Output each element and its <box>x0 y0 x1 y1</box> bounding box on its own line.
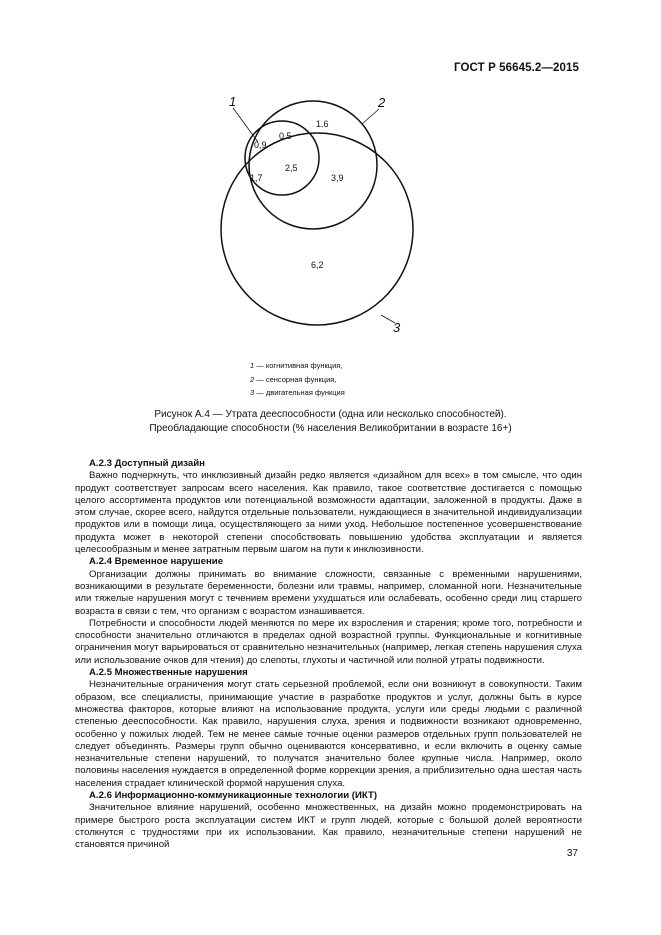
value-overlap-1-3: 1,7 <box>250 173 263 183</box>
body-text <box>75 458 582 852</box>
legend-item-2: 2 — сенсорная функция, <box>250 374 337 384</box>
circle-label-1: 1 <box>229 94 237 109</box>
leader-line-2 <box>362 109 379 124</box>
value-overlap-1-2: 0.5 <box>279 131 292 141</box>
section-heading-a23: А.2.3 Доступный дизайн <box>89 458 205 469</box>
figure-caption <box>0 408 661 436</box>
value-only-3: 6,2 <box>311 260 324 270</box>
venn-diagram <box>0 0 661 400</box>
value-overlap-all: 2,5 <box>285 163 298 173</box>
section-heading-a26: А.2.6 Информационно-коммуникационные технологии (ИКТ) <box>89 790 378 802</box>
paragraph: Потребности и способности людей меняются по мере их взросления и старения; кроме того, потребности и способности значительно отличаются в пределах одной возрастной группы. Функциональные и когнитивные ограничения могут варьироваться от сравнительно незначительных (например, легкая степень нарушения слуха или использование очков для чтения) до слепоты, глухоты и частичной или полной утраты подвижности. <box>75 617 582 666</box>
figure-legend <box>250 359 345 400</box>
circle-label-3: 3 <box>393 320 401 335</box>
section-heading-a24: А.2.4 Временное нарушение <box>89 556 224 568</box>
paragraph: Значительное влияние нарушений, особенно множественных, на дизайн можно продемонстрировать на примере быстрого роста эксплуатации систем ИКТ и групп людей, которые с большой долей вероятности столкнутся с трудностями при их использовании. Как правило, незначительные степени нарушений не становятся причиной <box>75 802 582 851</box>
paragraph: Важно подчеркнуть, что инклюзивный дизайн редко является «дизайном для всех» в том смысле, что один продукт соответствует запросам всего населения. Как правило, такое соответствие достигается с помощью целого ассортимента продуктов или потенциальной возможности адаптации, заложенной в продукты. Даже в этом случае, скорее всего, найдутся отдельные пользователи, нуждающиеся в значительной индивидуализации продуктов или в помощи лица, осуществляющего за ними уход. Небольшое постепенное усовершенствование продукта может в некоторой степени способствовать повышению удобства эксплуатации и является целесообразным и менее затратным первым шагом на пути к инклюзивности. <box>75 470 582 556</box>
value-only-1: 0,9 <box>254 140 267 150</box>
caption-line-2: Преобладающие способности (% населения Великобритании в возрасте 16+) <box>149 423 512 434</box>
circle-2-sensory <box>249 101 377 229</box>
page-number: 37 <box>566 848 578 859</box>
section-heading-a25: А.2.5 Множественные нарушения <box>89 667 248 679</box>
leader-line-1 <box>233 108 258 142</box>
value-overlap-2-3: 3,9 <box>331 173 344 183</box>
paragraph: Организации должны принимать во внимание сложности, связанные с временными нарушениями, возникающими в результате беременности, болезни или травмы, например, сломанной ноги. Незначительные или тяжелые нарушения могут с течением времени ухудшаться или ослабевать, особенно среди лиц старшего возраста в связи с тем, что организм с возрастом изнашивается. <box>75 568 582 617</box>
document-code-header: ГОСТ Р 56645.2—2015 <box>454 62 579 74</box>
legend-item-1: 1 — когнитивная функция, <box>250 361 343 370</box>
value-only-2: 1.6 <box>316 119 329 129</box>
paragraph: Незначительные ограничения могут стать серьезной проблемой, если они возникнут в совокупности. Таким образом, все специалисты, принимающие участие в разработке продуктов и услуг, должны быть в курсе множества факторов, которые влияют на использование продукта, услуги или среды людьми с различной степенью дееспособности. Как правило, нарушения слуха, зрения и подвижности возникают одновременно, особенно у пожилых людей. Тем не менее самые точные оценки размеров отдельных групп пользователей не следует объединять. Размеры групп обычно оцениваются консервативно, и если включить в оценку самые незначительные степени нарушений, то получатся значительно более крупные числа. Например, около половины населения нуждается в определенной форме коррекции зрения, а приблизительно одна шестая часть населения страдает клинической формой нарушения слуха. <box>75 679 582 789</box>
circle-label-2: 2 <box>378 95 386 110</box>
legend-item-3: 3 — двигательная функция <box>250 388 345 397</box>
caption-line-1: Рисунок А.4 — Утрата дееспособности (одна или несколько способностей). <box>154 409 507 420</box>
